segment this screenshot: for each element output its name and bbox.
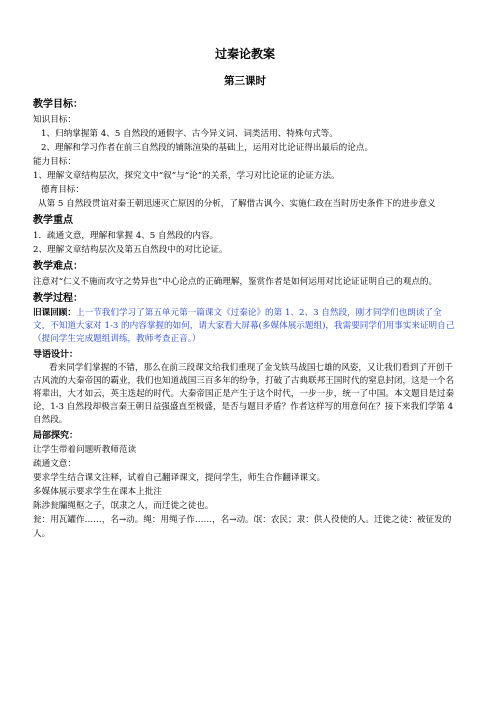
lesson-subtitle: 第三课时: [224, 75, 266, 87]
difficulty-heading: 教学难点：: [33, 261, 83, 272]
knowledge-item-2: 2、理解和学习作者在前三自然段的铺陈渲染的基础上，运用对比论证得出最后的论点。: [41, 143, 374, 153]
knowledge-label: 知识目标：: [33, 115, 76, 125]
explore-label: 局部探究：: [33, 431, 79, 441]
review-paragraph: [33, 307, 457, 346]
process-line-6: 瓮：用瓦罐作……，名→动。绳：用绳子作……，名→动。氓：农民；隶：供人役使的人。迁徙之徒：被征发的人。: [33, 515, 452, 539]
knowledge-item-1: 1、归纳掌握第 4、5 自然段的通假字、古今异义词、词类活用、特殊句式等。: [41, 129, 338, 139]
intro-label: 导语设计：: [33, 350, 79, 360]
process-line-1: 让学生带着问题听教师范读: [33, 445, 137, 455]
process-heading: 教学过程：: [33, 293, 83, 304]
process-line-5: 陈涉瓮牖绳枢之子，氓隶之人，而迁徙之徒也。: [33, 501, 214, 511]
process-line-2: 疏通文意：: [33, 459, 76, 469]
review-label: 旧课回顾：: [33, 308, 76, 318]
keypoint-item-1: 1．疏通文意，理解和掌握 4、5 自然段的内容。: [33, 231, 219, 241]
difficulty-text: 注意对“仁义不施而攻守之势异也”中心论点的正确理解，鉴赏作者是如何运用对比论证证明自己的观点的。: [33, 277, 438, 287]
keypoints-heading: 教学重点: [33, 215, 73, 226]
moral-text: 从第 5 自然段贯谊对秦王朝迅速灭亡原因的分析，了解借古讽今、实施仁政在当时历史条件下的进步意义: [38, 199, 436, 209]
review-text: 上一节我们学习了第五单元第一篇课文《过秦论》的第 1、2、3 自然段，刚才同学们也朗读了全文，不知道大家对 1-3 的内容掌握的如何，请大家看大屏幕(多媒体展示题组)，我需要同学们用事实来证明自己（提问学生完成题组训练，教师考查正音。）: [33, 308, 455, 344]
ability-label: 能力目标：: [33, 157, 76, 167]
moral-label: 德育目标：: [41, 185, 84, 195]
process-line-3: 要求学生结合课文注释，试着自己翻译课文，提问学生，师生合作翻译课文。: [33, 473, 326, 483]
process-line-4: 多媒体展示要求学生在课本上批注: [33, 487, 162, 497]
document-content: [33, 46, 457, 541]
keypoint-item-2: 2、理解文章结构层次及第五自然段中的对比论证。: [33, 245, 228, 255]
intro-text: 看来同学们掌握的不错，那么在前三段课文给我们重现了金戈铁马战国七雄的风姿，又让我们看到了开创千古风流的大秦帝国的霸业，我们也知道战国三百多年的纷争，打破了古典联邦王国时代的窒息封闭，这是一个名将辈出，大才如云，英主迭起的时代。大秦帝国正是产生于这个时代，一步一步，统一了中国。本文题目是过秦论，1-3 自然段却极言秦王朝日益强盛直至极盛，是否与题目矛盾？作者这样写的用意何在？接下来我们学第 4 自然段。: [33, 363, 455, 425]
document-title: 过秦论教案: [214, 47, 275, 61]
objectives-heading: 教学目标：: [33, 99, 83, 110]
ability-item-1: 1、理解文章结构层次，探究文中“叙”与“论”的关系，学习对比论证的论证方法。: [33, 171, 340, 181]
